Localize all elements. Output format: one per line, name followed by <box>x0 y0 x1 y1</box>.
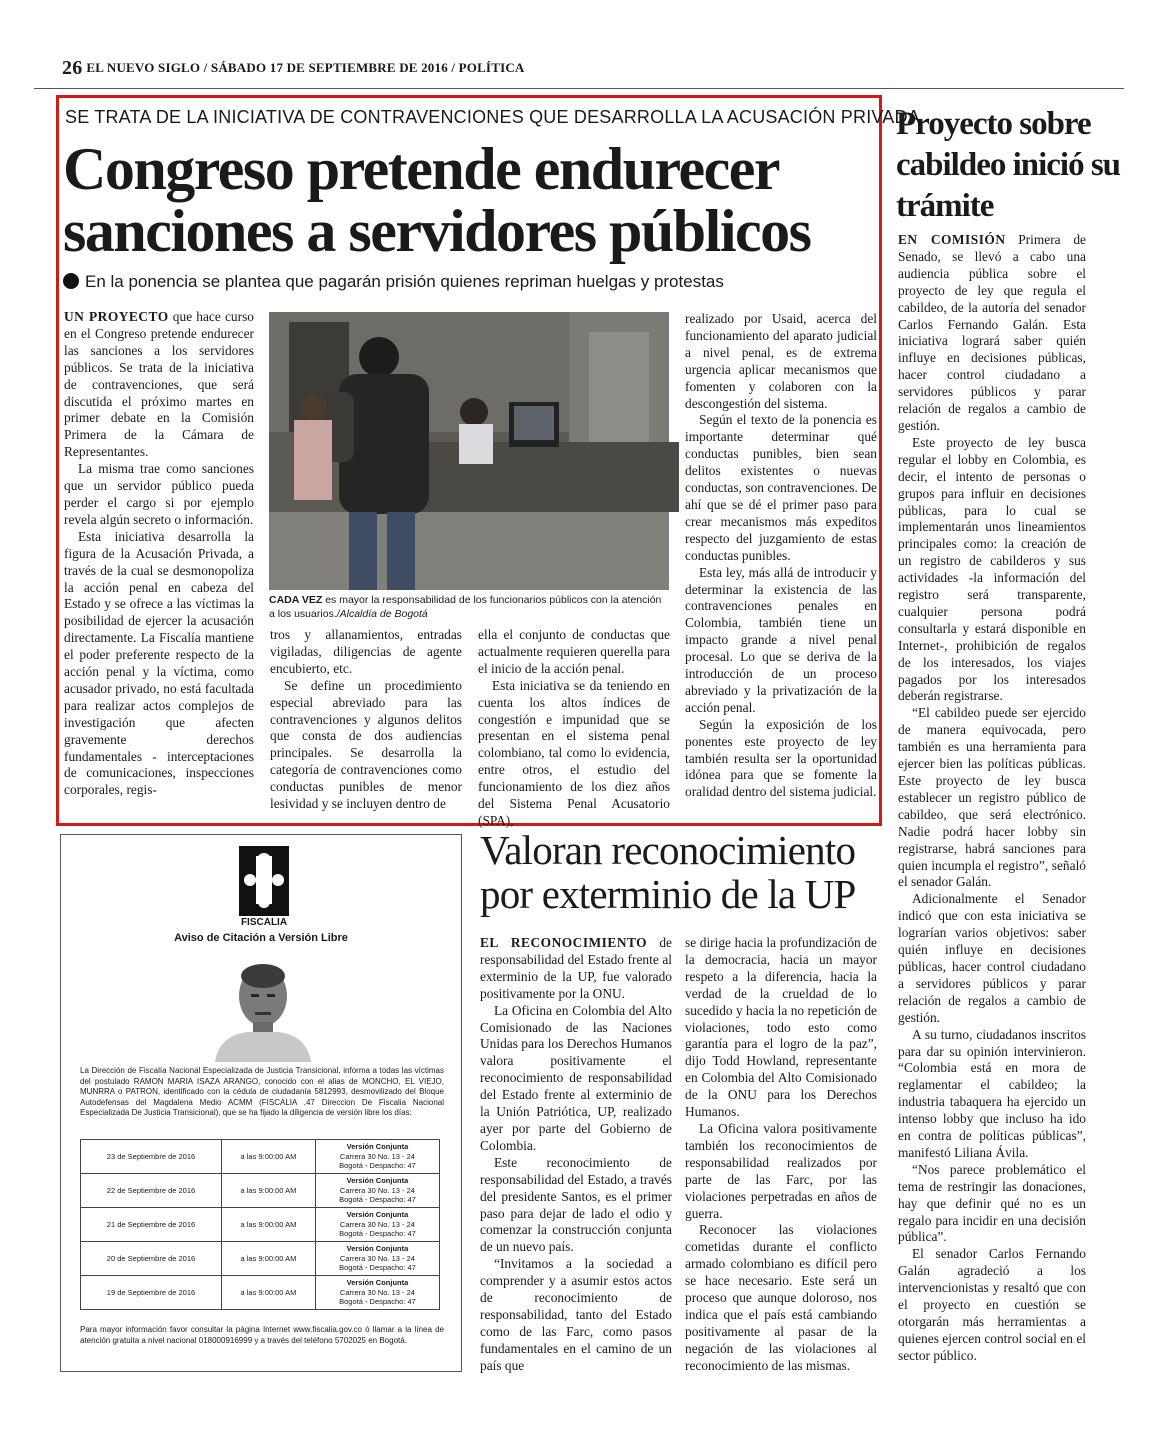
venue-line: Bogotá - Despacho: 47 <box>339 1195 416 1205</box>
second-headline-line2: por exterminio de la UP <box>480 871 856 917</box>
portrait-illustration <box>207 950 319 1062</box>
right-text-1: Primera de Senado, se llevó a cabo una audiencia pública sobre el proyecto de ley que regula el cabildeo, de la autoría del senador Carlos Fernando Galán. Esta iniciativa logrará saber quién influye en decisiones públicas, hacer control ciudadano a servidores públicos y parar relación de regalos a cambio de gestión. <box>898 232 1086 433</box>
main-column-3 <box>478 627 670 828</box>
venue-line: Bogotá - Despacho: 47 <box>339 1229 416 1239</box>
right-lead-in: EN COMISIÓN <box>898 232 1006 247</box>
main-col4-paragraph: realizado por Usaid, acerca del funcionamiento del aparato judicial a nivel penal, es de extrema urgencia aplicar mecanismos que fomenten y colaboren con la descongestión del sistema. <box>685 311 877 411</box>
right-paragraph-6: “Nos parece problemático el tema de restringir las donaciones, hay que definir qué no es un regalo para incidir en una decisión pública”. <box>898 1161 1086 1245</box>
page-folio <box>62 57 525 80</box>
advert-title: Aviso de Citación a Versión Libre <box>174 932 348 944</box>
venue-line: Carrera 30 No. 13 - 24 <box>339 1151 415 1161</box>
office-photo-illustration <box>269 312 669 590</box>
session-time: a las 9:00:00 AM <box>222 1140 316 1174</box>
venue-line: Bogotá - Despacho: 47 <box>339 1263 416 1273</box>
main-col1-paragraph-2: La misma trae como sanciones que un servidor público pueda perder el cargo si por ejemplo revela algún secreto o información. <box>64 461 254 527</box>
folio-text: EL NUEVO SIGLO / SÁBADO 17 DE SEPTIEMBRE DE 2016 / POLÍTICA <box>86 60 525 75</box>
venue-line: Versión Conjunta <box>346 1278 409 1288</box>
main-col2-paragraph: tros y allanamientos, entradas vigiladas, diligencias de agente encubierto, etc. <box>270 627 462 676</box>
photo-credit: /Alcaldía de Bogotá <box>336 608 428 620</box>
second-headline-line1: Valoran reconocimiento <box>480 827 856 873</box>
second-col2-paragraph-3: Reconocer las violaciones cometidas durante el conflicto armado colombiano es difícil pero se hace necesario. Este será un proceso que aunque doloroso, nos indica que el país está cambiando positivamente al pasar de la negación de las violaciones al reconocimiento de las mismas. <box>685 1222 877 1373</box>
photo-caption <box>269 593 669 621</box>
main-col1-paragraph <box>64 309 254 461</box>
right-column <box>898 232 1086 1392</box>
venue-line: Bogotá - Despacho: 47 <box>339 1161 416 1171</box>
session-venue <box>315 1276 439 1310</box>
second-column-1 <box>480 935 672 1385</box>
right-paragraph-3: “El cabildeo puede ser ejercido de manera equivocada, pero también es una herramienta para ejercer bien las políticas públicas. Este proyecto de ley busca establecer un registro público de cabildeo, que será electrónico. Nadie podrá hacer lobby sin registrarse, habrá sanciones para quien incumpla el registro”, señaló el senador Galán. <box>898 705 1086 890</box>
caption-lead: CADA VEZ <box>269 594 323 606</box>
venue-line: Versión Conjunta <box>346 1244 409 1254</box>
table-row <box>81 1140 440 1174</box>
venue-line: Carrera 30 No. 13 - 24 <box>339 1287 415 1297</box>
second-col2-paragraph: se dirige hacia la profundización de la democracia, hacia un mayor respeto a la diferencia, hacia la verdad de la crueldad de lo sucedido y hacia la no repetición de violaciones, todo esto como garantía para el logro de la paz”, dijo Todd Howland, representante en Colombia del Alto Comisionado de la ONU para los Derechos Humanos. <box>685 935 877 1120</box>
fiscalia-logo <box>239 846 289 916</box>
main-lead-in: UN PROYECTO <box>64 309 169 324</box>
main-col1-paragraph-3: Esta iniciativa desarrolla la figura de la Acusación Privada, a través de la cual se desmonopoliza la acción penal en cabeza del Estado y se ofrece a las víctimas la posibilidad de ejercer la acusación directamente. La Fiscalía mantiene el poder preferente respecto de la acción penal y la víctima, como acusador privado, no está facultada para realizar actos complejos de investigación que afecten gravemente derechos fundamentales - interceptaciones de comunicaciones, inspecciones corporales, regis- <box>64 528 254 798</box>
venue-line: Carrera 30 No. 13 - 24 <box>339 1219 415 1229</box>
main-col2-paragraph-2: Se define un procedimiento especial abreviado para las contravenciones y algunos delitos que consta de dos audiencias principales. Se desarrolla la categoría de contravenciones como conductas punibles de menor lesividad y se incluyen dentro de <box>270 677 462 812</box>
advert-footer: Para mayor información favor consultar la página Internet www.fiscalia.gov.co ó llamar a la línea de atención gratuita a nivel nacional 018000916999 y a través del teléfono 5702025 en Bogotá. <box>80 1325 444 1345</box>
venue-line: Versión Conjunta <box>346 1176 409 1186</box>
page-number: 26 <box>62 57 83 79</box>
session-time: a las 9:00:00 AM <box>222 1208 316 1242</box>
venue-line: Bogotá - Despacho: 47 <box>339 1297 416 1307</box>
session-date: 21 de Septiembre de 2016 <box>81 1208 222 1242</box>
fiscalia-logo-text: FISCALIA <box>240 917 288 928</box>
second-col2-paragraph-2: La Oficina valora positivamente también los reconocimientos de responsabilidad realizados por parte de las Farc, por las violaciones perpetradas en años de guerra. <box>685 1120 877 1221</box>
main-subhead-text: En la ponencia se plantea que pagarán prisión quienes repriman huelgas y protestas <box>85 272 724 291</box>
second-column-2 <box>685 935 877 1385</box>
session-time: a las 9:00:00 AM <box>222 1276 316 1310</box>
postulado-photo <box>207 950 319 1062</box>
second-col1-paragraph <box>480 935 672 1003</box>
right-paragraph-2: Este proyecto de ley busca regular el lobby en Colombia, es decir, el intento de personas o grupos para influir en decisiones públicas, para lo cual se implementarán unos lineamientos principales como: la creación de un registro de cabilderos y sus actividades -la información del registro será transparente, cualquier persona podrá consultarla y estará disponible en Internet-, prohibición de regalos de los interesados, los viajes pagados por los interesados deberán registrarse. <box>898 434 1086 704</box>
second-lead-in: EL RECONOCIMIENTO <box>480 935 648 950</box>
main-col3-paragraph: ella el conjunto de conductas que actualmente requieren querella para el inicio de la acción penal. <box>478 627 670 676</box>
main-col4-paragraph-2: Según el texto de la ponencia es importante determinar qué conductas punibles, bien sean delitos existentes o nuevas conductas, son contravenciones. De ahí que se dé el primer paso para crear mecanismos más expeditos respecto del juzgamiento de estas conductas punibles. <box>685 412 877 563</box>
venue-line: Carrera 30 No. 13 - 24 <box>339 1253 415 1263</box>
folio-rule <box>34 88 1124 89</box>
main-col3-paragraph-2: Esta iniciativa se da teniendo en cuenta los altos índices de congestión e impunidad que se presentan en el sistema penal colombiano, tal como lo evidencia, entre otros, el estudio del funcionamiento de los diez años del Sistema Penal Acusatorio (SPA), <box>478 677 670 828</box>
session-venue <box>315 1174 439 1208</box>
main-col4-paragraph-3: Esta ley, más allá de introducir y determinar la existencia de las contravenciones penales en Colombia, también tiene un impacto grande a nivel penal procesal. Lo que se deriva de la introducción de un proceso abreviado y la privatización de la acción penal. <box>685 564 877 715</box>
main-column-4 <box>685 311 877 817</box>
table-row <box>81 1242 440 1276</box>
right-paragraph-5: A su turno, ciudadanos inscritos para dar su opinión intervinieron. “Colombia está en mora de reglamentar el cabildeo; la industria tabaquera ha ejercido un intenso lobby que incluso ha ido en contra de políticas públicas”, manifestó Liliana Ávila. <box>898 1026 1086 1160</box>
second-col1-text: de responsabilidad del Estado frente al exterminio de la UP, fue valorado positivamente por la ONU. <box>480 935 672 1001</box>
main-column-2 <box>270 627 462 817</box>
table-row <box>81 1174 440 1208</box>
main-photo <box>269 312 669 590</box>
caption-text: es mayor la responsabilidad de los funcionarios públicos con la atención a los usuarios. <box>269 594 662 620</box>
second-headline <box>480 828 880 916</box>
puzzle-piece-icon <box>239 846 289 916</box>
session-time: a las 9:00:00 AM <box>222 1174 316 1208</box>
main-col1-text: que hace curso en el Congreso pretende endurecer las sanciones a los servidores públicos. Se trata de la iniciativa de contravenciones, que será discutida el próximo martes en primer debate en la Comisión Primera de la Cámara de Representantes. <box>64 309 254 460</box>
advert-body: La Dirección de Fiscalía Nacional Especializada de Justicia Transicional, informa a todas las víctimas del postulado RAMON MARIA ISAZA ARANGO, conocido con el alias de MONCHO, EL VIEJO, MUNRRA o PATRON, identificado con la cédula de ciudadanía 5812993, desmovilizado del Bloque Autodefensas del Magdalena Medio ACMM (FISCALIA .47 Direccion De Fiscalia Nacional Especializada De Justicia Transicional), que se ha fijado la diligencia de versión libre los días: <box>80 1066 444 1117</box>
main-headline-line2: sanciones a servidores públicos <box>63 198 811 264</box>
main-subhead <box>63 272 873 292</box>
second-col1-paragraph-4: “Invitamos a la sociedad a comprender y a asumir estos actos de reconocimiento de responsabilidad, tanto del Estado como de las Farc, como pasos fundamentales en el camino de un país que <box>480 1256 672 1373</box>
bullet-dot-icon <box>63 273 79 289</box>
second-col1-paragraph-2: La Oficina en Colombia del Alto Comisionado de las Naciones Unidas para los Derechos Humanos valora positivamente el reconocimiento de responsabilidad del Estado frente al exterminio de la Unión Patriótica, UP, realizado ayer por parte del Gobierno de Colombia. <box>480 1002 672 1153</box>
session-venue <box>315 1242 439 1276</box>
session-date: 20 de Septiembre de 2016 <box>81 1242 222 1276</box>
session-time: a las 9:00:00 AM <box>222 1242 316 1276</box>
venue-line: Versión Conjunta <box>346 1142 409 1152</box>
main-headline-line1: Congreso pretende endurecer <box>63 136 780 202</box>
main-col4-paragraph-4: Según la exposición de los ponentes este proyecto de ley también resulta ser la oportunidad idónea para que se fomente la oralidad dentro del sistema judicial. <box>685 716 877 800</box>
main-headline <box>63 138 873 262</box>
session-venue <box>315 1208 439 1242</box>
second-col1-paragraph-3: Este reconocimiento de responsabilidad del Estado, a través del presidente Santos, es el primer paso para dejar de lado el odio y comenzar la construcción conjunta de un nuevo país. <box>480 1154 672 1255</box>
session-date: 19 de Septiembre de 2016 <box>81 1276 222 1310</box>
right-paragraph-7: El senador Carlos Fernando Galán agradeció a los intervencionistas y resaltó que con el proyecto en cuestión se otorgarán más herramientas a quienes ejercen control social en el sector público. <box>898 1246 1086 1363</box>
main-kicker: SE TRATA DE LA INICIATIVA DE CONTRAVENCIONES QUE DESARROLLA LA ACUSACIÓN PRIVADA <box>65 107 920 127</box>
table-row <box>81 1208 440 1242</box>
session-date: 22 de Septiembre de 2016 <box>81 1174 222 1208</box>
session-date: 23 de Septiembre de 2016 <box>81 1140 222 1174</box>
venue-line: Versión Conjunta <box>346 1210 409 1220</box>
venue-line: Carrera 30 No. 13 - 24 <box>339 1185 415 1195</box>
version-libre-table <box>80 1139 440 1310</box>
right-headline: Proyecto sobre cabildeo inició su trámite <box>896 106 1121 224</box>
right-paragraph-4: Adicionalmente el Senador indicó que con esta iniciativa se lograrían varios objetivos: saber quién influye en decisiones públicas, hacer control ciudadano a servidores públicos y parar relación de regalos a cambio de gestión. <box>898 891 1086 1025</box>
main-column-1 <box>64 309 254 817</box>
right-paragraph-1 <box>898 232 1086 435</box>
session-venue <box>315 1140 439 1174</box>
table-row <box>81 1276 440 1310</box>
